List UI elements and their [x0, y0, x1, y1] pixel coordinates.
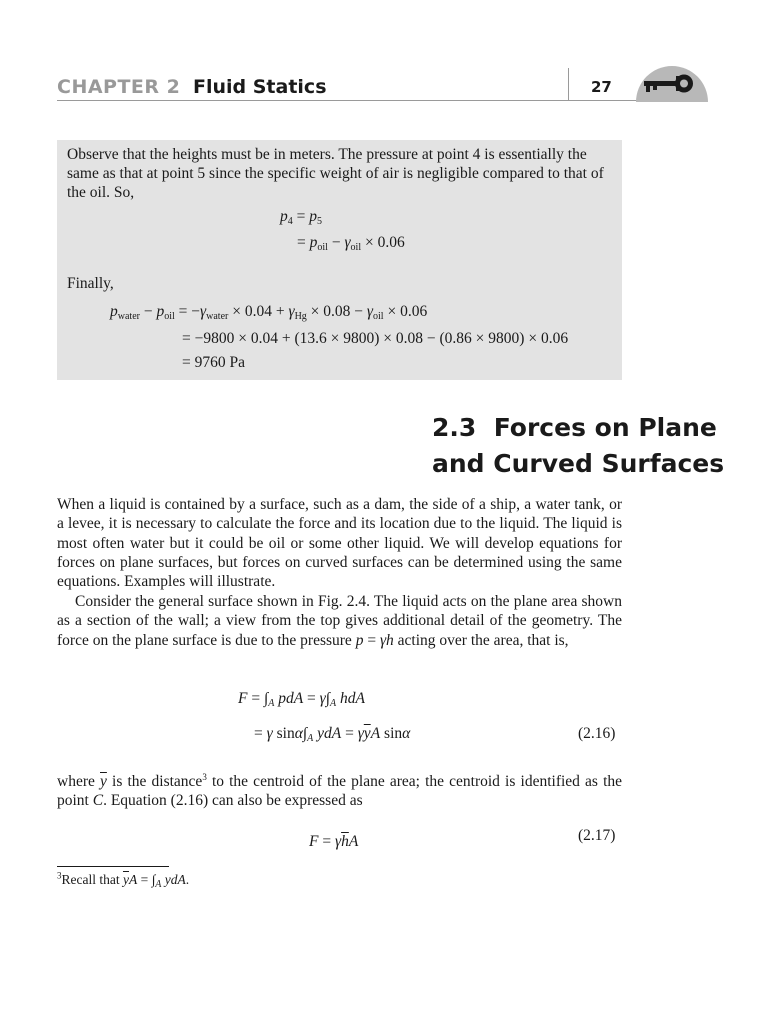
equation-pressure-difference-line1: $p_{water} - p_{oil} = -\gamma_{water} \times 0.04 + \gamma_{Hg} \times 0.08 - \gamma_{oil} \times 0.06$: [110, 303, 428, 322]
body-paragraph-3: where $\overline{y}$ is the distance$^3$ to the centroid of the plane area; the centroid is identified as the point C. Equation (2.16) can also be expressed as: [57, 771, 623, 810]
chapter-label: CHAPTER 2: [57, 76, 181, 98]
equation-p4-p5-line1: $p_4 = p_5$: [280, 208, 322, 227]
finally-label: Finally,: [67, 275, 114, 292]
key-icon: [634, 64, 710, 102]
body-paragraph-2: Consider the general surface shown in Fig. 2.4. The liquid acts on the plane area shown as a section of the wall; a view from the top gives additional detail of the geometry. The force on the plane surface is due to the pressure p = γh acting over the area, that is,: [57, 593, 622, 649]
header-rule: [57, 100, 657, 101]
box-paragraph: Observe that the heights must be in meters. The pressure at point 4 is essentially the same as that at point 5 since the specific weight of air is negligible compared to that of the oil. So,: [67, 146, 604, 201]
footnote-reference: 3: [202, 771, 207, 782]
chapter-title: Fluid Statics: [193, 76, 327, 98]
equation-2-17: $F = \gamma\overline{h}A$: [309, 833, 359, 850]
body-paragraph-1: When a liquid is contained by a surface, such as a dam, the side of a ship, a water tank, or a levee, it is necessary to calculate the force and its location due to the liquid. The liquid is most often water but it could be oil or some other liquid. We will develop equations for forces on plane surfaces, but forces on curved surfaces can be determined using the same equations. Examples will illustrate.: [57, 496, 622, 591]
page-number: 27: [591, 78, 612, 96]
running-header: [57, 64, 710, 104]
header-divider: [568, 68, 569, 101]
footnote: $^3$Recall that $\overline{y}A = \int_A$ ydA.: [57, 870, 190, 890]
equation-pressure-difference-line2: = −9800 × 0.04 + (13.6 × 9800) × 0.08 − (0.86 × 9800) × 0.06: [182, 330, 569, 347]
equation-p4-p5-line2: = $p_{oil} - \gamma_{oil} \times 0.06$: [297, 234, 405, 253]
section-heading: [432, 410, 724, 482]
footnote-rule: [57, 866, 169, 867]
section-title-line2: and Curved Surfaces: [432, 449, 725, 478]
equation-number-2-16: (2.16): [578, 725, 616, 742]
example-box: [57, 140, 622, 380]
equation-number-2-17: (2.17): [578, 827, 616, 844]
equation-2-16-line1: $F = \int_A$ pdA = $\gamma\int_A$ hdA: [238, 690, 365, 709]
equation-pressure-difference-line3: = 9760 Pa: [182, 354, 245, 371]
equation-2-16-line2: = γ $\sin\alpha\int_A$ ydA = $\gamma\overline{y}A$ sinα: [254, 725, 411, 744]
section-number: 2.3: [432, 413, 477, 442]
section-title-line1: Forces on Plane: [493, 413, 717, 442]
